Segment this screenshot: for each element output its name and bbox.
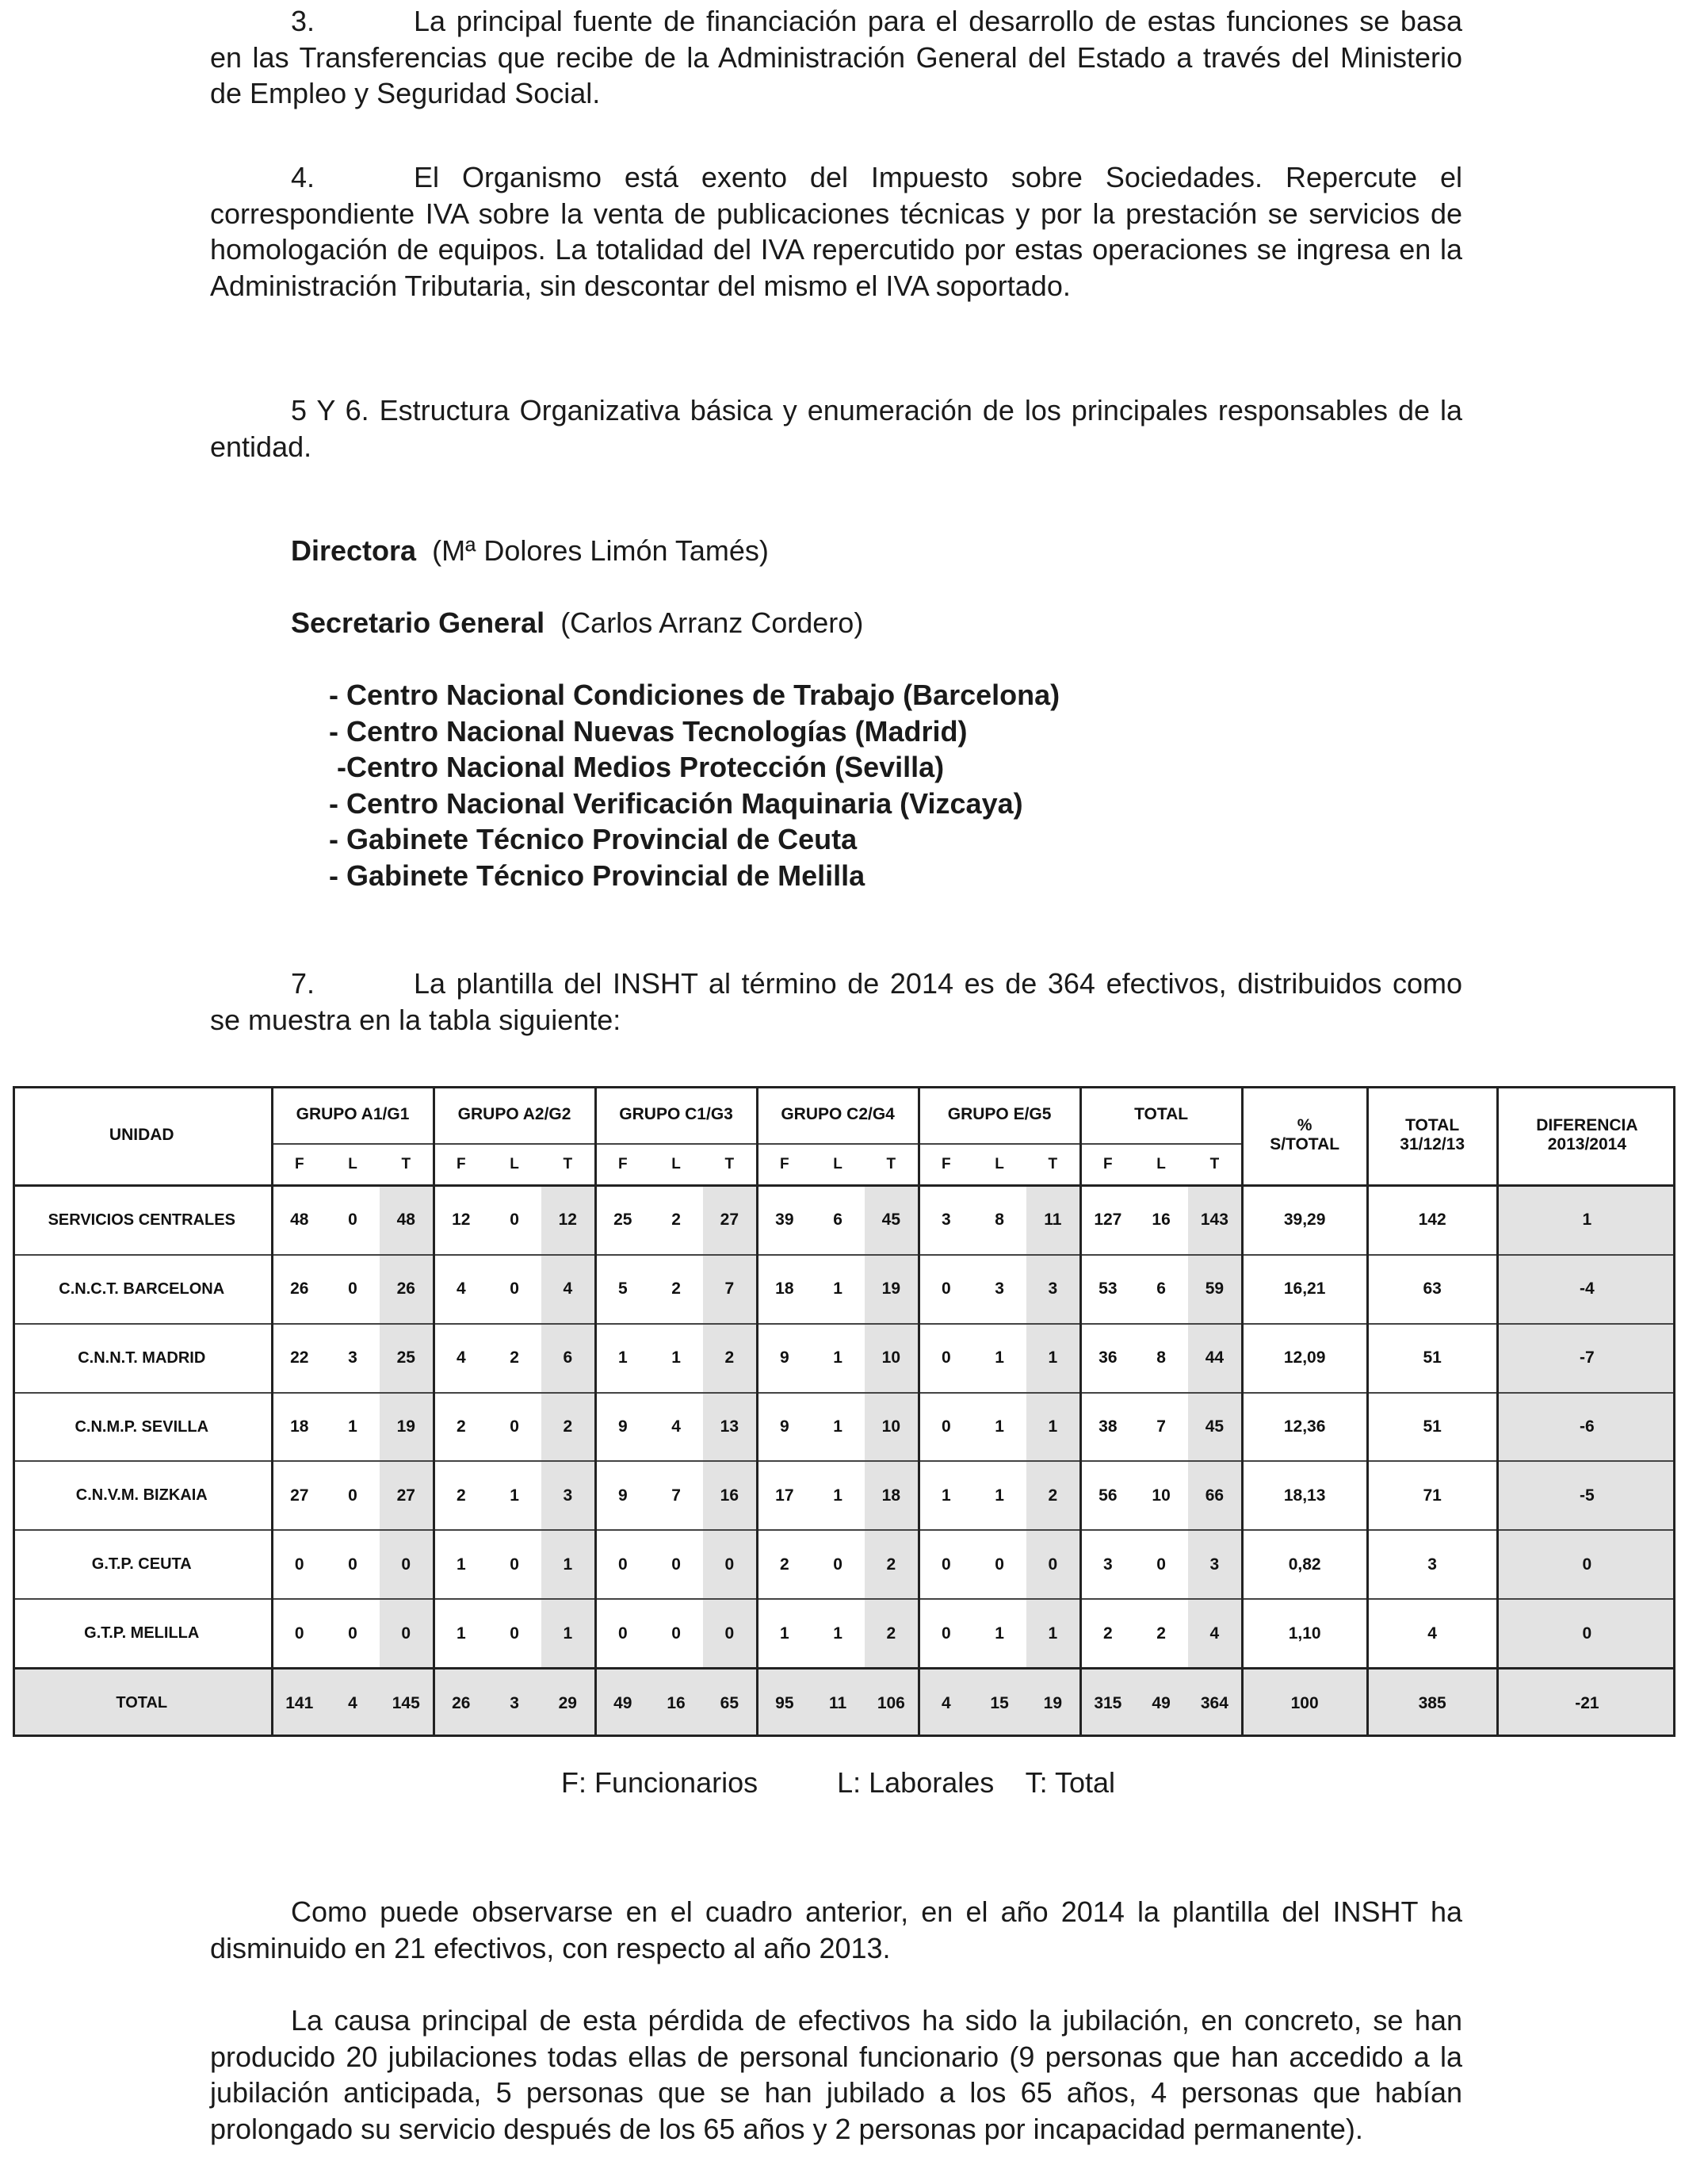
count-cell: 4 bbox=[434, 1255, 487, 1324]
count-cell: 1 bbox=[811, 1461, 865, 1530]
total-count-cell: 1 bbox=[1026, 1393, 1080, 1462]
count-cell: 48 bbox=[272, 1186, 326, 1255]
total-count-cell: 143 bbox=[1188, 1186, 1242, 1255]
unit-cell: TOTAL bbox=[13, 1669, 272, 1737]
count-cell: 0 bbox=[487, 1530, 541, 1599]
count-cell: 0 bbox=[919, 1599, 972, 1668]
subheader-l: L bbox=[833, 1156, 842, 1172]
total-count-cell: 19 bbox=[1026, 1669, 1080, 1737]
count-cell: 4 bbox=[326, 1669, 380, 1737]
header-diff bbox=[1497, 1086, 1675, 1186]
total-count-cell: 25 bbox=[380, 1324, 434, 1393]
count-cell: 3 bbox=[972, 1255, 1026, 1324]
paragraph-3-number: 3. bbox=[291, 5, 315, 37]
subheader-t: T bbox=[1188, 1144, 1242, 1186]
total-count-cell: 19 bbox=[380, 1393, 434, 1462]
total-count-cell: 26 bbox=[380, 1255, 434, 1324]
count-cell: 1 bbox=[919, 1461, 972, 1530]
count-cell: 1 bbox=[972, 1393, 1026, 1462]
subheader-t: T bbox=[703, 1144, 757, 1186]
count-cell: 2 bbox=[434, 1461, 487, 1530]
count-cell: 1 bbox=[326, 1393, 380, 1462]
count-cell: 25 bbox=[595, 1186, 649, 1255]
total-count-cell: 1 bbox=[1026, 1324, 1080, 1393]
diff-cell: -4 bbox=[1497, 1255, 1675, 1324]
total-count-cell: 3 bbox=[1026, 1255, 1080, 1324]
count-cell: 0 bbox=[972, 1530, 1026, 1599]
paragraph-7 bbox=[210, 966, 1462, 1038]
diff-cell: -7 bbox=[1497, 1324, 1675, 1393]
header-group: TOTAL bbox=[1080, 1086, 1242, 1144]
total-count-cell: 10 bbox=[865, 1393, 919, 1462]
total-count-cell: 12 bbox=[541, 1186, 595, 1255]
paragraph-7-number: 7. bbox=[291, 967, 315, 1000]
diff-cell: -5 bbox=[1497, 1461, 1675, 1530]
total-count-cell: 0 bbox=[703, 1530, 757, 1599]
subheader-f: F bbox=[618, 1156, 628, 1172]
count-cell: 22 bbox=[272, 1324, 326, 1393]
paragraph-7-text: La plantilla del INSHT al término de 2014 es de 364 efectivos, distribuidos como se muestra en la tabla siguiente: bbox=[210, 967, 1462, 1036]
subheader-f: F bbox=[780, 1156, 789, 1172]
total-count-cell: 19 bbox=[865, 1255, 919, 1324]
count-cell: 0 bbox=[272, 1530, 326, 1599]
table-row bbox=[13, 1255, 1675, 1324]
subheader-t: T bbox=[541, 1144, 595, 1186]
total-count-cell: 2 bbox=[865, 1530, 919, 1599]
count-cell: 1 bbox=[972, 1461, 1026, 1530]
header-pct bbox=[1242, 1086, 1367, 1186]
subheader-t: T bbox=[380, 1144, 434, 1186]
header-prev-line1: TOTAL bbox=[1405, 1116, 1460, 1134]
count-cell: 2 bbox=[757, 1530, 811, 1599]
count-cell: 3 bbox=[487, 1669, 541, 1737]
total-count-cell: 44 bbox=[1188, 1324, 1242, 1393]
prev-total-cell: 385 bbox=[1367, 1669, 1497, 1737]
unit-cell: G.T.P. MELILLA bbox=[13, 1599, 272, 1668]
secretary-role: Secretario General bbox=[291, 606, 545, 639]
paragraph-4 bbox=[210, 159, 1462, 304]
count-cell: 26 bbox=[434, 1669, 487, 1737]
count-cell: 8 bbox=[1134, 1324, 1188, 1393]
paragraph-4-text: El Organismo está exento del Impuesto sobre Sociedades. Repercute el correspondiente IVA sobre la venta de publicaciones técnicas y por la prestación se servicios de homologación de equipos. La totalidad del IVA repercutido por estas operaciones se ingresa en la Administración Tributaria, sin descontar del mismo el IVA soportado. bbox=[210, 161, 1462, 302]
unit-cell: C.N.V.M. BIZKAIA bbox=[13, 1461, 272, 1530]
center-item: - Centro Nacional Nuevas Tecnologías (Madrid) bbox=[329, 714, 968, 748]
count-cell: 1 bbox=[972, 1599, 1026, 1668]
center-item: - Gabinete Técnico Provincial de Melilla bbox=[329, 859, 865, 892]
count-cell: 49 bbox=[595, 1669, 649, 1737]
total-count-cell: 10 bbox=[865, 1324, 919, 1393]
count-cell: 1 bbox=[434, 1599, 487, 1668]
count-cell: 0 bbox=[919, 1530, 972, 1599]
count-cell: 0 bbox=[487, 1186, 541, 1255]
unit-cell: C.N.M.P. SEVILLA bbox=[13, 1393, 272, 1462]
subheader-l: L bbox=[348, 1156, 357, 1172]
total-count-cell: 106 bbox=[865, 1669, 919, 1737]
total-count-cell: 2 bbox=[1026, 1461, 1080, 1530]
count-cell: 0 bbox=[326, 1461, 380, 1530]
paragraph-3 bbox=[210, 3, 1462, 112]
count-cell: 0 bbox=[811, 1530, 865, 1599]
table-row bbox=[13, 1393, 1675, 1462]
prev-total-cell: 142 bbox=[1367, 1186, 1497, 1255]
total-count-cell: 11 bbox=[1026, 1186, 1080, 1255]
prev-total-cell: 51 bbox=[1367, 1324, 1497, 1393]
count-cell: 0 bbox=[595, 1599, 649, 1668]
count-cell: 1 bbox=[811, 1599, 865, 1668]
header-group: GRUPO C1/G3 bbox=[595, 1086, 757, 1144]
subheader-f: F bbox=[456, 1156, 466, 1172]
subheader-t: T bbox=[865, 1144, 919, 1186]
header-pct-line1: % bbox=[1297, 1116, 1312, 1134]
count-cell: 0 bbox=[595, 1530, 649, 1599]
diff-cell: 1 bbox=[1497, 1186, 1675, 1255]
count-cell: 315 bbox=[1080, 1669, 1134, 1737]
count-cell: 12 bbox=[434, 1186, 487, 1255]
count-cell: 1 bbox=[757, 1599, 811, 1668]
count-cell: 16 bbox=[649, 1669, 703, 1737]
total-count-cell: 0 bbox=[380, 1530, 434, 1599]
count-cell: 0 bbox=[326, 1255, 380, 1324]
unit-cell: C.N.N.T. MADRID bbox=[13, 1324, 272, 1393]
count-cell: 7 bbox=[649, 1461, 703, 1530]
total-count-cell: 27 bbox=[703, 1186, 757, 1255]
pct-cell: 12,36 bbox=[1242, 1393, 1367, 1462]
prev-total-cell: 3 bbox=[1367, 1530, 1497, 1599]
table-row bbox=[13, 1599, 1675, 1668]
pct-cell: 100 bbox=[1242, 1669, 1367, 1737]
count-cell: 53 bbox=[1080, 1255, 1134, 1324]
count-cell: 0 bbox=[649, 1530, 703, 1599]
director-line bbox=[291, 533, 769, 569]
header-prev-line2: 31/12/13 bbox=[1400, 1135, 1465, 1153]
header-group: GRUPO A2/G2 bbox=[434, 1086, 595, 1144]
diff-cell: -6 bbox=[1497, 1393, 1675, 1462]
count-cell: 39 bbox=[757, 1186, 811, 1255]
total-count-cell: 29 bbox=[541, 1669, 595, 1737]
count-cell: 2 bbox=[1080, 1599, 1134, 1668]
total-count-cell: 2 bbox=[865, 1599, 919, 1668]
diff-cell: 0 bbox=[1497, 1599, 1675, 1668]
count-cell: 49 bbox=[1134, 1669, 1188, 1737]
count-cell: 2 bbox=[649, 1255, 703, 1324]
count-cell: 3 bbox=[1080, 1530, 1134, 1599]
count-cell: 1 bbox=[487, 1461, 541, 1530]
total-count-cell: 145 bbox=[380, 1669, 434, 1737]
unit-cell: C.N.C.T. BARCELONA bbox=[13, 1255, 272, 1324]
count-cell: 127 bbox=[1080, 1186, 1134, 1255]
table-row bbox=[13, 1324, 1675, 1393]
count-cell: 1 bbox=[649, 1324, 703, 1393]
count-cell: 10 bbox=[1134, 1461, 1188, 1530]
header-prev bbox=[1367, 1086, 1497, 1186]
count-cell: 1 bbox=[811, 1255, 865, 1324]
count-cell: 0 bbox=[326, 1186, 380, 1255]
header-unit: UNIDAD bbox=[13, 1086, 272, 1186]
count-cell: 141 bbox=[272, 1669, 326, 1737]
subheader-f: F bbox=[294, 1156, 304, 1172]
header-group: GRUPO A1/G1 bbox=[272, 1086, 434, 1144]
count-cell: 0 bbox=[487, 1255, 541, 1324]
secretary-line bbox=[291, 605, 863, 641]
subheader-l: L bbox=[995, 1156, 1004, 1172]
header-diff-line1: DIFERENCIA bbox=[1536, 1116, 1638, 1134]
count-cell: 6 bbox=[1134, 1255, 1188, 1324]
table-legend: F: Funcionarios L: Laborales T: Total bbox=[561, 1766, 1116, 1799]
count-cell: 9 bbox=[595, 1461, 649, 1530]
header-group: GRUPO E/G5 bbox=[919, 1086, 1080, 1144]
pct-cell: 1,10 bbox=[1242, 1599, 1367, 1668]
staff-table-body bbox=[13, 1186, 1675, 1738]
center-item: - Centro Nacional Verificación Maquinaria (Vizcaya) bbox=[329, 786, 1023, 820]
count-cell: 1 bbox=[434, 1530, 487, 1599]
subheader-l: L bbox=[510, 1156, 519, 1172]
count-cell: 0 bbox=[649, 1599, 703, 1668]
paragraph-5-6: 5 Y 6. Estructura Organizativa básica y enumeración de los principales responsables de la entidad. bbox=[210, 394, 1462, 463]
count-cell: 7 bbox=[1134, 1393, 1188, 1462]
count-cell: 8 bbox=[972, 1186, 1026, 1255]
count-cell: 1 bbox=[811, 1324, 865, 1393]
paragraph-4-number: 4. bbox=[291, 161, 315, 193]
total-count-cell: 1 bbox=[541, 1530, 595, 1599]
count-cell: 4 bbox=[434, 1324, 487, 1393]
count-cell: 2 bbox=[649, 1186, 703, 1255]
count-cell: 0 bbox=[487, 1599, 541, 1668]
total-count-cell: 3 bbox=[541, 1461, 595, 1530]
total-count-cell: 59 bbox=[1188, 1255, 1242, 1324]
total-count-cell: 1 bbox=[541, 1599, 595, 1668]
count-cell: 0 bbox=[919, 1255, 972, 1324]
header-pct-line2: S/TOTAL bbox=[1270, 1135, 1340, 1153]
total-count-cell: 18 bbox=[865, 1461, 919, 1530]
total-count-cell: 0 bbox=[380, 1599, 434, 1668]
prev-total-cell: 51 bbox=[1367, 1393, 1497, 1462]
count-cell: 0 bbox=[272, 1599, 326, 1668]
total-count-cell: 45 bbox=[865, 1186, 919, 1255]
count-cell: 38 bbox=[1080, 1393, 1134, 1462]
director-name: (Mª Dolores Limón Tamés) bbox=[432, 534, 769, 567]
count-cell: 1 bbox=[972, 1324, 1026, 1393]
paragraph-retirements: La causa principal de esta pérdida de efectivos ha sido la jubilación, en concreto, se han producido 20 jubilaciones todas ellas de personal funcionario (9 personas que han accedido a la jubilación anticipada, 5 personas que se han jubilado a los 65 años, 4 personas que habían prolongado su servicio después de los 65 años y 2 personas por incapacidad permanente). bbox=[210, 2004, 1462, 2145]
total-row bbox=[13, 1669, 1675, 1737]
subheader-f: F bbox=[1103, 1156, 1113, 1172]
count-cell: 56 bbox=[1080, 1461, 1134, 1530]
count-cell: 0 bbox=[919, 1324, 972, 1393]
pct-cell: 12,09 bbox=[1242, 1324, 1367, 1393]
director-role: Directora bbox=[291, 534, 417, 567]
total-count-cell: 27 bbox=[380, 1461, 434, 1530]
count-cell: 17 bbox=[757, 1461, 811, 1530]
secretary-name: (Carlos Arranz Cordero) bbox=[560, 606, 864, 639]
subheader-t: T bbox=[1026, 1144, 1080, 1186]
count-cell: 4 bbox=[649, 1393, 703, 1462]
total-count-cell: 2 bbox=[703, 1324, 757, 1393]
total-count-cell: 3 bbox=[1188, 1530, 1242, 1599]
count-cell: 16 bbox=[1134, 1186, 1188, 1255]
total-count-cell: 0 bbox=[1026, 1530, 1080, 1599]
count-cell: 3 bbox=[326, 1324, 380, 1393]
count-cell: 95 bbox=[757, 1669, 811, 1737]
center-item: - Centro Nacional Condiciones de Trabajo (Barcelona) bbox=[329, 679, 1060, 711]
table-row bbox=[13, 1461, 1675, 1530]
total-count-cell: 4 bbox=[1188, 1599, 1242, 1668]
prev-total-cell: 4 bbox=[1367, 1599, 1497, 1668]
total-count-cell: 6 bbox=[541, 1324, 595, 1393]
count-cell: 2 bbox=[1134, 1599, 1188, 1668]
total-count-cell: 0 bbox=[703, 1599, 757, 1668]
count-cell: 4 bbox=[919, 1669, 972, 1737]
count-cell: 27 bbox=[272, 1461, 326, 1530]
total-count-cell: 45 bbox=[1188, 1393, 1242, 1462]
total-count-cell: 364 bbox=[1188, 1669, 1242, 1737]
total-count-cell: 1 bbox=[1026, 1599, 1080, 1668]
count-cell: 9 bbox=[757, 1324, 811, 1393]
centers-list bbox=[329, 677, 1060, 893]
count-cell: 0 bbox=[1134, 1530, 1188, 1599]
count-cell: 0 bbox=[487, 1393, 541, 1462]
total-count-cell: 4 bbox=[541, 1255, 595, 1324]
header-diff-line2: 2013/2014 bbox=[1547, 1135, 1627, 1153]
count-cell: 3 bbox=[919, 1186, 972, 1255]
diff-cell: -21 bbox=[1497, 1669, 1675, 1737]
pct-cell: 16,21 bbox=[1242, 1255, 1367, 1324]
count-cell: 5 bbox=[595, 1255, 649, 1324]
count-cell: 18 bbox=[272, 1393, 326, 1462]
count-cell: 26 bbox=[272, 1255, 326, 1324]
table-row bbox=[13, 1186, 1675, 1255]
table-header-row bbox=[13, 1086, 1675, 1144]
count-cell: 9 bbox=[595, 1393, 649, 1462]
center-item: - Gabinete Técnico Provincial de Ceuta bbox=[329, 823, 858, 855]
table-row bbox=[13, 1530, 1675, 1599]
center-item: -Centro Nacional Medios Protección (Sevilla) bbox=[329, 751, 945, 783]
total-count-cell: 16 bbox=[703, 1461, 757, 1530]
header-group: GRUPO C2/G4 bbox=[757, 1086, 919, 1144]
paragraph-3-text: La principal fuente de financiación para el desarrollo de estas funciones se basa en las Transferencias que recibe de la Administración General del Estado a través del Ministerio de Empleo y Seguridad Social. bbox=[210, 5, 1462, 109]
total-count-cell: 13 bbox=[703, 1393, 757, 1462]
total-count-cell: 65 bbox=[703, 1669, 757, 1737]
count-cell: 18 bbox=[757, 1255, 811, 1324]
unit-cell: SERVICIOS CENTRALES bbox=[13, 1186, 272, 1255]
count-cell: 11 bbox=[811, 1669, 865, 1737]
subheader-l: L bbox=[1156, 1156, 1166, 1172]
staff-table bbox=[13, 1086, 1675, 1737]
diff-cell: 0 bbox=[1497, 1530, 1675, 1599]
count-cell: 0 bbox=[919, 1393, 972, 1462]
count-cell: 2 bbox=[487, 1324, 541, 1393]
count-cell: 0 bbox=[326, 1530, 380, 1599]
count-cell: 2 bbox=[434, 1393, 487, 1462]
count-cell: 6 bbox=[811, 1186, 865, 1255]
pct-cell: 39,29 bbox=[1242, 1186, 1367, 1255]
subheader-l: L bbox=[671, 1156, 681, 1172]
count-cell: 1 bbox=[595, 1324, 649, 1393]
prev-total-cell: 63 bbox=[1367, 1255, 1497, 1324]
count-cell: 9 bbox=[757, 1393, 811, 1462]
subheader-f: F bbox=[942, 1156, 951, 1172]
total-count-cell: 2 bbox=[541, 1393, 595, 1462]
pct-cell: 18,13 bbox=[1242, 1461, 1367, 1530]
pct-cell: 0,82 bbox=[1242, 1530, 1367, 1599]
total-count-cell: 48 bbox=[380, 1186, 434, 1255]
prev-total-cell: 71 bbox=[1367, 1461, 1497, 1530]
count-cell: 15 bbox=[972, 1669, 1026, 1737]
total-count-cell: 7 bbox=[703, 1255, 757, 1324]
count-cell: 1 bbox=[811, 1393, 865, 1462]
unit-cell: G.T.P. CEUTA bbox=[13, 1530, 272, 1599]
count-cell: 36 bbox=[1080, 1324, 1134, 1393]
count-cell: 0 bbox=[326, 1599, 380, 1668]
total-count-cell: 66 bbox=[1188, 1461, 1242, 1530]
paragraph-conclusion: Como puede observarse en el cuadro anterior, en el año 2014 la plantilla del INSHT ha disminuido en 21 efectivos, con respecto al año 2013. bbox=[210, 1895, 1462, 1964]
